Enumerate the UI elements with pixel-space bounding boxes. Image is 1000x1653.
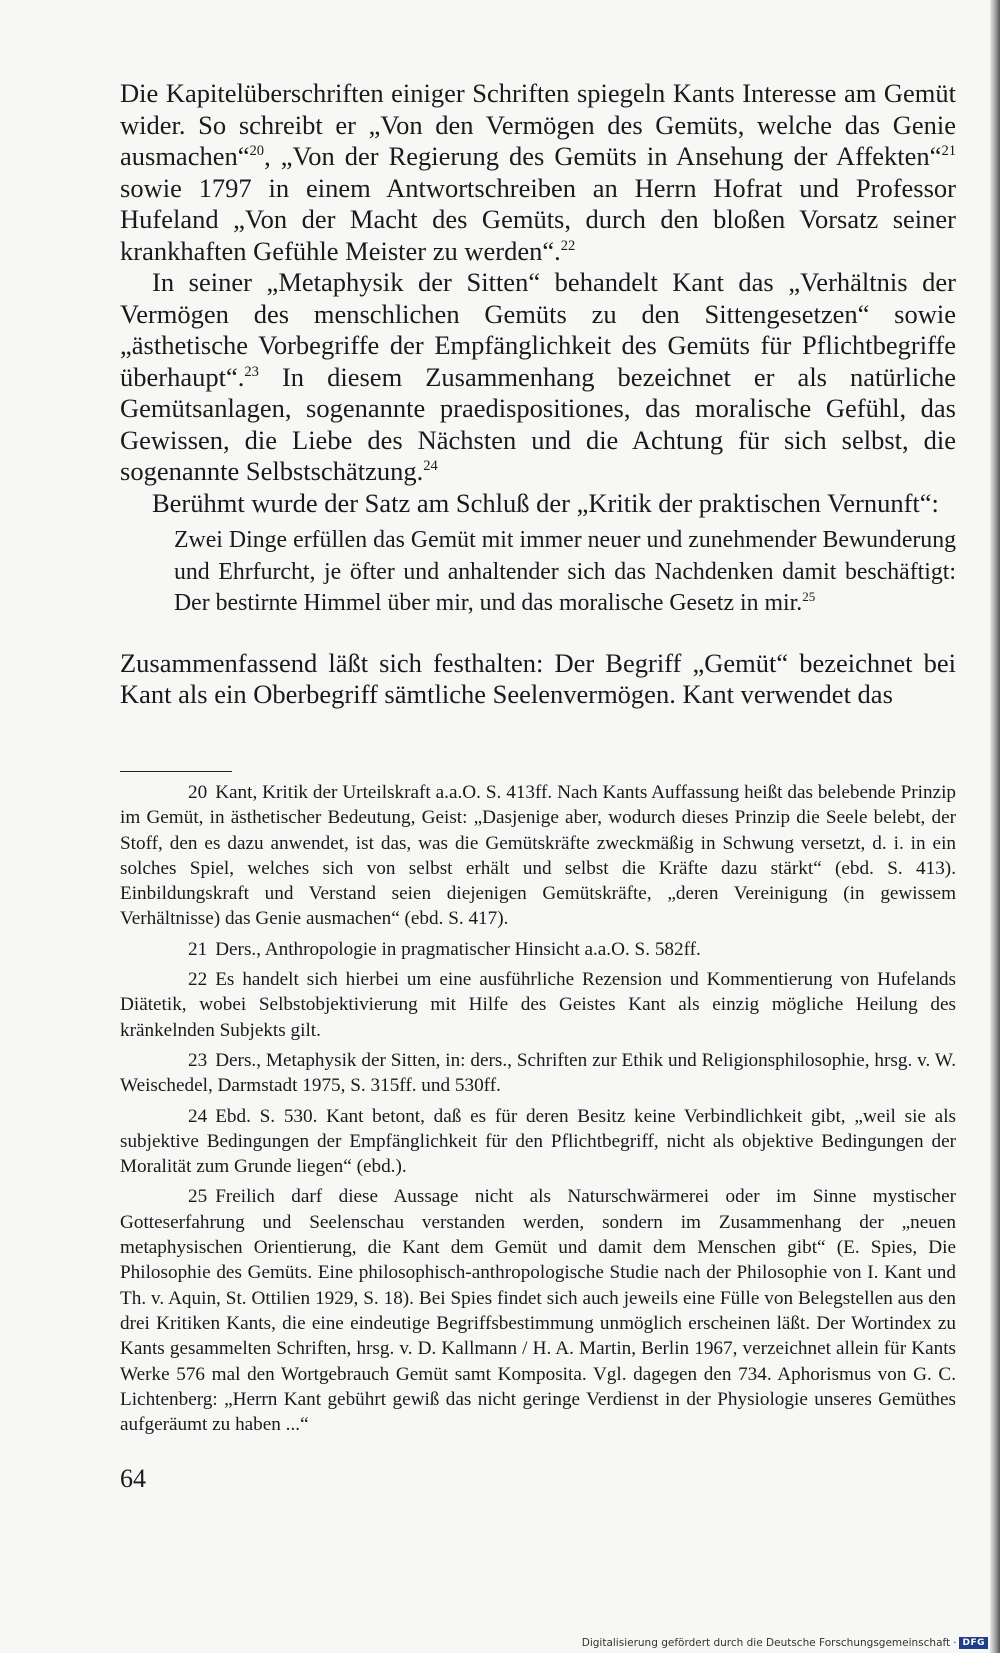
footnote-25 [120,1184,956,1437]
footnote-23 [120,1048,956,1099]
footnote-number: 24 [188,1105,208,1127]
paragraph-4: Zusammenfassend läßt sich festhalten: Der Begriff „Gemüt“ bezeichnet bei Kant als ein Oberbegriff sämtliche Seelenvermögen. Kant verwendet das [120,647,956,709]
footnote-24 [120,1104,956,1180]
paragraph-2: In seiner „Metaphysik der Sitten“ behandelt Kant das „Verhältnis der Vermögen des menschlichen Gemüts zu den Sittengesetzen“ sowie „ästhetische Vorbegriffe der Empfänglichkeit des Gemüts für Pflichtbegriffe überhaupt“.$^{23}$ In diesem Zusammenhang bezeichnet er als natürliche Gemütsanlagen, sogenannte praedispositiones, das moralische Gefühl, das Gewissen, die Liebe des Nächsten und die Achtung für sich selbst, die sogenannte Selbstschätzung.$^{24}$ [120,267,956,486]
footnote-22 [120,967,956,1043]
footnote-21 [120,937,956,962]
footnote-number: 20 [188,782,208,803]
dfg-logo-icon: DFG [959,1637,988,1649]
footnote-number: 23 [188,1049,208,1071]
footnote-ref-25[interactable]: 25 [802,589,816,605]
page-number: 64 [120,1464,146,1493]
footnote-text: Kant, Kritik der Urteilskraft a.a.O. S. 413ff. Nach Kants Auffassung heißt das belebende Prinzip im Gemüt, in ästhetischer Bedeutung, Geist: „Dasjenige aber, wodurch dieses Prinzip die Seele belebt, der Stoff, den es dazu anwendet, ist das, was die Gemütskräfte zweckmäßig in Schwung versetzt, d. i. in ein solches Spiel, welches sich von selbst erhält und selbst die Kräfte dazu stärkt“ (ebd. S. 413). Einbildungskraft und Verstand seien diejenigen Gemütskräfte, „deren Vereinigung (in gewissem Verhältnisse) das Genie ausmachen“ (ebd. S. 417). [120,782,956,930]
footnote-text: Ders., Metaphysik der Sitten, in: ders., Schriften zur Ethik und Religionsphilosophie, hrsg. v. W. Weischedel, Darmstadt 1975, S. 315ff. und 530ff. [120,1049,956,1097]
footnote-separator [120,771,232,772]
main-text [120,78,956,711]
footnote-ref-21[interactable]: 21 [941,143,956,160]
footnotes [120,780,956,1442]
footnote-number: 21 [188,938,208,960]
footnote-text: Ebd. S. 530. Kant betont, daß es für deren Besitz keine Verbindlichkeit gibt, „weil sie als subjektive Bedingungen der Empfänglichkeit für den Pflichtbegriff, nicht als objektive Bedingungen der Moralität zum Grunde liegen“ (ebd.). [120,1105,956,1178]
page-edge-shadow [990,0,1000,1653]
footnote-ref-22[interactable]: 22 [560,237,576,254]
digitization-credit: Digitalisierung gefördert durch die Deutsche Forschungsgemeinschaft · DFG [582,1637,988,1649]
credit-text: Digitalisierung gefördert durch die Deutsche Forschungsgemeinschaft [581,1637,951,1649]
footnote-ref-24[interactable]: 24 [423,458,438,475]
paragraph-3: Berühmt wurde der Satz am Schluß der „Kritik der praktischen Vernunft“: [152,487,939,518]
footnote-text: Es handelt sich hierbei um eine ausführliche Rezension und Kommentierung von Hufelands Diätetik, wobei Selbstobjektivierung mit Hilfe des Geistes Kant als einzig mögliche Heilung des kränkelnden Subjekts gilt. [120,969,956,1041]
footnote-ref-23[interactable]: 23 [244,363,259,380]
footnote-number: 25 [188,1186,208,1208]
footnote-number: 22 [188,969,208,991]
block-quote: Zwei Dinge erfüllen das Gemüt mit immer neuer und zunehmender Bewunderung und Ehrfurcht, je öfter und anhaltender sich das Nachdenken damit beschäftigt: Der bestirnte Himmel über mir, und das moralische Gesetz in mir.$^{25}$ [174,527,956,616]
footnote-text: Freilich darf diese Aussage nicht als Naturschwärmerei oder im Sinne mystischer Gotteserfahrung und Seelenschau verstanden werden, sondern im Zusammenhang der „neuen metaphysischen Orientierung, die Kant dem Gemüt und damit dem Menschen gibt“ (E. Spies, Die Philosophie des Gemüts. Eine philosophisch-anthropologische Studie nach der Philosophie von I. Kant und Th. v. Aquin, St. Ottilien 1929, S. 18). Bei Spies findet sich auch jeweils eine Fülle von Belegstellen aus den drei Kritiken Kants, die eine eindeutige Begriffsbestimmung unmöglich erscheinen läßt. Der Wortindex zu Kants gesammelten Schriften, hrsg. v. D. Kallmann / H. A. Martin, Berlin 1967, verzeichnet allein für Kants Werke 576 mal den Wortgebrauch Gemüt samt Komposita. Vgl. dagegen den 734. Aphorismus von G. C. Lichtenberg: „Herrn Kant gebührt gewiß das nicht geringe Verdienst in der Physiologie unseres Gemüthes aufgeräumt zu haben ...“ [120,1186,956,1436]
footnote-ref-20[interactable]: 20 [249,143,265,160]
paragraph-1: Die Kapitelüberschriften einiger Schriften spiegeln Kants Interesse am Gemüt wider. So schreibt er „Von den Vermögen des Gemüts, welche das Genie ausmachen“$^{20}$, „Von der Regierung des Gemüts in Ansehung der Affekten“$^{21}$ sowie 1797 in einem Antwortschreiben an Herrn Hofrat und Professor Hufeland „Von der Macht des Gemüts, durch den bloßen Vorsatz seiner krankhaften Gefühle Meister zu werden“.$^{22}$ [120,78,956,266]
footnote-text: Ders., Anthropologie in pragmatischer Hinsicht a.a.O. S. 582ff. [215,938,701,960]
footnote-20 [120,780,956,932]
